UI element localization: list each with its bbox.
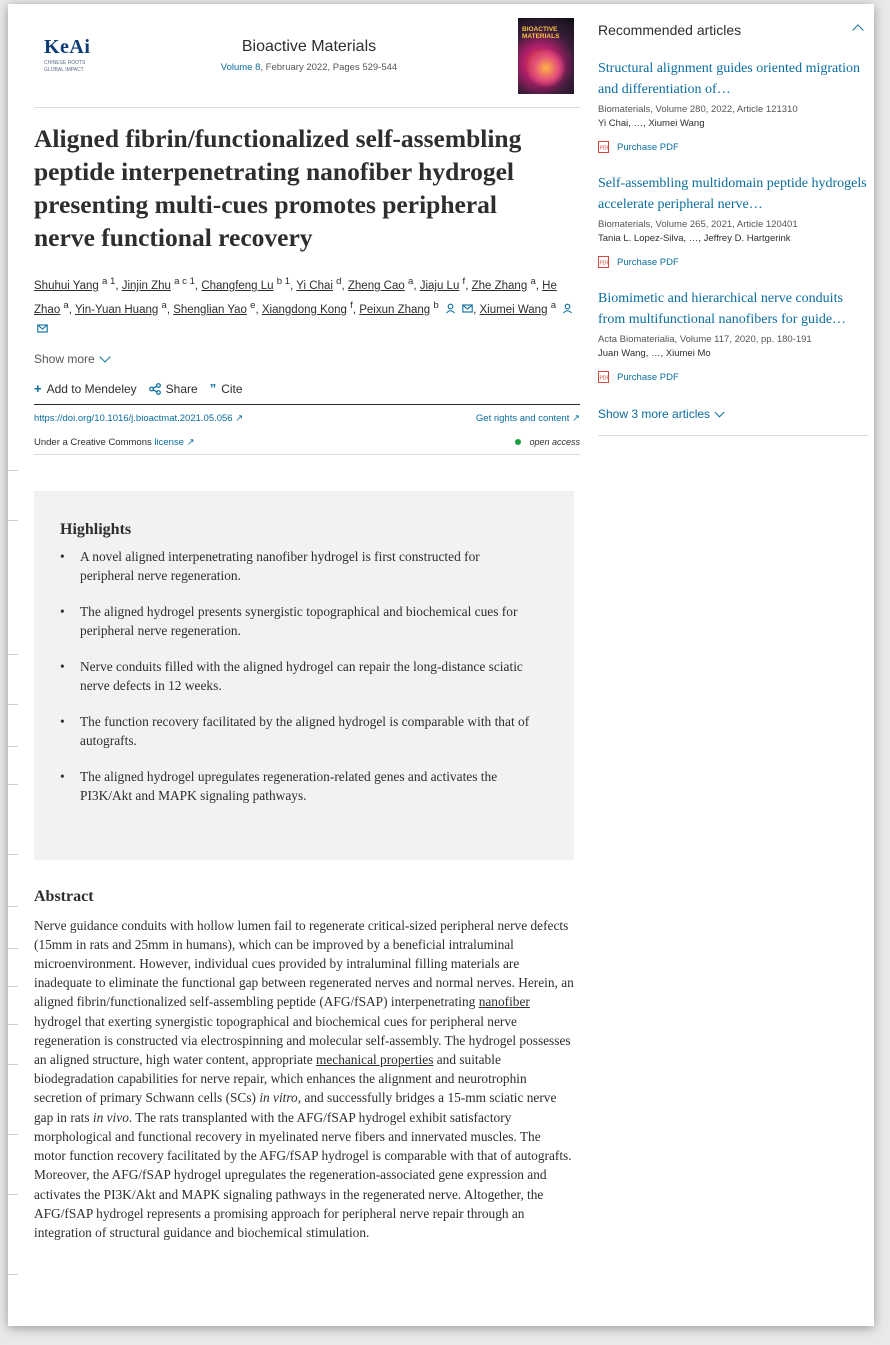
purchase-pdf-link[interactable] [598, 141, 868, 153]
logo-tagline-1: CHINESE ROOTS [44, 60, 86, 66]
recommended-article-title[interactable]: Self-assembling multidomain peptide hydrogels accelerate peripheral nerve… [598, 176, 867, 212]
open-access-dot-icon [515, 439, 521, 445]
cite-button[interactable] [210, 381, 243, 396]
recommended-article-authors: Juan Wang, …, Xiumei Mo [598, 348, 711, 359]
volume-details: , February 2022, Pages 529-544 [260, 62, 398, 73]
author-affiliation[interactable]: a [407, 276, 414, 287]
abstract-section [34, 888, 574, 1242]
rights-text: Get rights and content [475, 412, 570, 424]
abstract-part: hydrogel that exerting synergistic topographical and biochemical cues for peripheral nerve regeneration is constructed via electrospinning and molecular self-assembly. The hydrogel possesses an aligned structure, high water content, appropriate [34, 1013, 571, 1068]
person-icon[interactable] [445, 303, 456, 314]
author-link[interactable]: Shuhui Yang [34, 279, 99, 292]
abstract-heading: Abstract [34, 887, 94, 905]
left-edge-decoration [8, 4, 18, 1326]
recommended-article-authors: Yi Chai, …, Xiumei Wang [598, 118, 705, 129]
chevron-up-icon[interactable] [852, 24, 863, 35]
author-link[interactable]: Zhe Zhang [471, 279, 528, 292]
doi-row [34, 404, 580, 424]
purchase-pdf-label: Purchase PDF [617, 256, 679, 268]
show-more-articles-button[interactable] [598, 407, 868, 436]
mechanical-properties-link[interactable]: mechanical properties [315, 1052, 434, 1068]
recommended-article-title[interactable]: Biomimetic and hierarchical nerve conduits from multifunctional nanofibers for guide… [598, 291, 847, 327]
license-row [34, 437, 580, 455]
author-affiliation[interactable]: b 1 [276, 276, 291, 287]
purchase-pdf-label: Purchase PDF [617, 371, 679, 383]
highlights-section [34, 491, 574, 860]
abstract-text [34, 916, 574, 1242]
add-to-mendeley-button[interactable] [34, 381, 137, 396]
cite-label: Cite [221, 381, 243, 396]
license-link[interactable]: license ↗ [154, 436, 195, 448]
logo-wordmark: KeAi [44, 36, 91, 58]
abstract-part: and suitable biodegradation capabilities for nerve repair, which enhances the alignment and neurotrophin secretion of primary Schwann cells (SCs) [34, 1052, 527, 1106]
quote-icon: ” [209, 381, 217, 397]
purchase-pdf-label: Purchase PDF [617, 141, 679, 153]
highlight-item: • Nerve conduits filled with the aligned hydrogel can repair the long-distance sciatic nerve defects in 12 weeks. [60, 657, 530, 695]
author-affiliation[interactable]: a [63, 299, 69, 311]
author-affiliation[interactable]: b [433, 299, 439, 311]
recommended-article [598, 288, 868, 383]
show-more-articles-label: Show 3 more articles [598, 407, 711, 421]
highlights-heading: Highlights [60, 520, 132, 538]
svg-text:PDF: PDF [599, 145, 609, 152]
author-link[interactable]: Yin-Yuan Huang [74, 303, 159, 316]
journal-info [184, 38, 434, 73]
author-affiliation[interactable]: a 1 [102, 276, 116, 287]
doi-text: https://doi.org/10.1016/j.bioactmat.2021.05.056 [34, 412, 233, 424]
recommended-heading: Recommended articles [598, 22, 742, 38]
journal-volume [184, 62, 434, 73]
license-link-text: license [154, 436, 184, 448]
author-affiliation[interactable]: f [350, 299, 353, 311]
author-affiliation[interactable]: e [250, 299, 256, 311]
doi-link[interactable]: https://doi.org/10.1016/j.bioactmat.2021.05.056 ↗ [34, 412, 244, 424]
mail-icon[interactable] [462, 303, 473, 314]
show-more-label: Show more [34, 351, 95, 366]
license-prefix: Under a Creative Commons [34, 436, 155, 448]
chevron-down-icon [715, 408, 725, 418]
logo-tagline-2: GLOBAL IMPACT [44, 67, 84, 73]
author-affiliation[interactable]: a [161, 299, 167, 311]
pdf-icon [598, 141, 609, 153]
highlight-item: • The aligned hydrogel presents synergistic topographical and biochemical cues for peripheral nerve regeneration. [60, 602, 530, 640]
author-link[interactable]: Yi Chai [296, 279, 333, 292]
plus-icon: + [34, 381, 42, 397]
person-icon[interactable] [562, 303, 573, 314]
cover-title [522, 26, 559, 40]
journal-header [34, 4, 580, 108]
article-page [8, 4, 874, 1326]
article-main [34, 4, 580, 1242]
volume-link[interactable]: Volume 8 [220, 62, 261, 73]
recommended-sidebar [598, 4, 868, 436]
recommended-article-meta: Biomaterials, Volume 265, 2021, Article 120401 [598, 219, 798, 230]
author-link[interactable]: Xiumei Wang [479, 303, 548, 316]
highlight-item: • The aligned hydrogel upregulates regeneration-related genes and activates the PI3K/Akt and MAPK signaling pathways. [60, 767, 530, 805]
author-link[interactable]: Zheng Cao [347, 279, 405, 292]
chevron-down-icon [99, 351, 110, 362]
recommended-article-authors: Tania L. Lopez-Silva, …, Jeffrey D. Hartgerink [598, 233, 791, 244]
purchase-pdf-link[interactable] [598, 371, 868, 383]
purchase-pdf-link[interactable] [598, 256, 868, 268]
open-access-label: open access [529, 436, 580, 447]
recommended-article [598, 58, 868, 153]
recommended-header[interactable] [598, 22, 868, 38]
recommended-article [598, 173, 868, 268]
nanofiber-link[interactable]: nanofiber [478, 994, 530, 1010]
license-text [34, 437, 195, 448]
pdf-icon [598, 371, 609, 383]
svg-text:PDF: PDF [599, 375, 609, 382]
author-affiliation[interactable]: f [462, 276, 466, 287]
share-icon [149, 383, 161, 395]
mail-icon[interactable] [37, 323, 48, 334]
svg-text:PDF: PDF [599, 260, 609, 267]
share-button[interactable] [149, 382, 198, 396]
recommended-article-title[interactable]: Structural alignment guides oriented migration and differentiation of… [598, 61, 861, 97]
author-link[interactable]: Shenglian Yao [173, 303, 247, 316]
highlight-item: • The function recovery facilitated by the aligned hydrogel is comparable with that of autografts. [60, 712, 530, 750]
recommended-article-meta: Acta Biomaterialia, Volume 117, 2020, pp. 180-191 [598, 334, 812, 345]
author-affiliation[interactable]: a [550, 299, 557, 311]
author-link[interactable]: Changfeng Lu [201, 279, 274, 292]
highlights-list [60, 547, 548, 805]
abstract-part: Nerve guidance conduits with hollow lumen fail to regenerate critical-sized peripheral nerve defects (15mm in rats and 25mm in humans), which can be improved by a beneficial intraluminal microenvironment. However, individual cues provided by intraluminal filling materials are inadequate to eliminate the functional gap between regenerated nerves and normal nerves. Herein, an aligned fibrin/functionalized self-assembling peptide (AFG/fSAP) interpenetrating [34, 917, 574, 1010]
journal-name-link[interactable]: Bioactive Materials [241, 38, 377, 55]
abstract-italic: in vivo [92, 1109, 129, 1125]
author-link[interactable]: Jinjin Zhu [121, 279, 171, 292]
abstract-italic: in vitro [259, 1090, 298, 1106]
author-link[interactable]: He Zhao [34, 279, 557, 316]
publisher-logo[interactable] [44, 36, 104, 73]
pdf-icon [598, 256, 609, 268]
rights-link[interactable]: Get rights and content ↗ [475, 412, 580, 424]
article-title: Aligned fibrin/functionalized self-assembling peptide interpenetrating nanofiber hydrogel presenting multi-cues promotes peripheral nerve functional recovery [34, 124, 522, 252]
author-link[interactable]: Xiangdong Kong [261, 303, 347, 316]
recommended-article-meta: Biomaterials, Volume 280, 2022, Article 121310 [598, 104, 798, 115]
abstract-part: , and successfully bridges a 15-mm sciatic nerve gap in rats [34, 1090, 557, 1125]
show-more-button[interactable] [34, 352, 580, 366]
author-list: Shuhui Yang $^{a 1}$, Jinjin Zhu $^{a c 1}$, Changfeng Lu $^{b 1}$, Yi Chai $^d$, Zheng Cao $^a$, Jiaju Lu $^f$, Zhe Zhang $^a$, He Zhao $^a$, Yin-Yuan Huang $^a$, Shenglian Yao $^e$, Xiangdong Kong $^f$, Peixun Zhang $^b$ , Xiumei Wang $^a$ [34, 272, 574, 340]
share-label: Share [165, 381, 198, 396]
author-link[interactable]: Jiaju Lu [419, 279, 460, 292]
article-actions [34, 380, 580, 398]
author-affiliation[interactable]: d [336, 276, 342, 287]
highlight-item: • A novel aligned interpenetrating nanofiber hydrogel is first constructed for peripheral nerve regeneration. [60, 547, 530, 585]
journal-cover-image[interactable] [518, 18, 574, 94]
author-affiliation[interactable]: a c 1 [174, 276, 195, 287]
cover-title-line-1: BIOACTIVE [522, 26, 558, 33]
author-affiliation[interactable]: a [530, 276, 536, 287]
mendeley-label: Add to Mendeley [46, 381, 137, 396]
author-link[interactable]: Peixun Zhang [359, 303, 431, 316]
open-access-badge [515, 437, 580, 448]
cover-title-line-2: MATERIALS [522, 33, 560, 40]
abstract-part: . The rats transplanted with the AFG/fSAP hydrogel exhibit satisfactory morphological and functional recovery in myelinated nerve fibers and innervated muscles. The motor function recovery facilitated by the AFG/fSAP hydrogel is comparable with that of autografts. Moreover, the AFG/fSAP hydrogel upregulates the regeneration-associated gene expression and activates the PI3K/Akt and MAPK signaling pathways in the regenerated nerve. Altogether, the AFG/fSAP hydrogel represents a promising approach for peripheral nerve repair through an integration of structural guidance and biochemical stimulation. [34, 1109, 572, 1240]
